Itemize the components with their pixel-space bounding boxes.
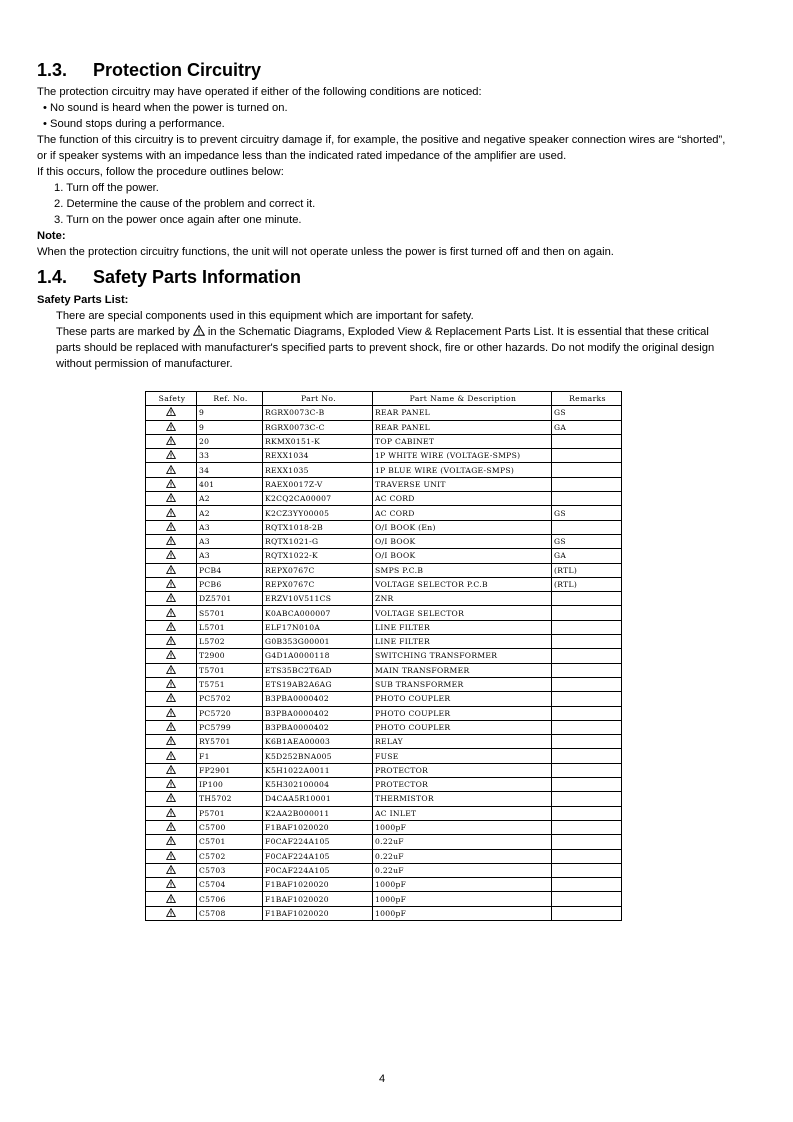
description-cell: REAR PANEL (373, 420, 552, 434)
table-row (146, 663, 622, 677)
ref-no-cell: PCB6 (197, 577, 263, 591)
remarks-cell (552, 449, 622, 463)
warning-triangle-icon (166, 450, 176, 459)
ref-no-cell: IP100 (197, 778, 263, 792)
table-row (146, 706, 622, 720)
table-row (146, 878, 622, 892)
warning-triangle-icon (166, 751, 176, 760)
table-row (146, 577, 622, 591)
table-row (146, 492, 622, 506)
safety-cell (146, 863, 197, 877)
part-no-cell: ETS35BC2T6AD (263, 663, 373, 677)
warning-triangle-icon (166, 793, 176, 802)
remarks-cell (552, 677, 622, 691)
safety-para-2 (56, 324, 736, 372)
part-no-cell: RQTX1021-G (263, 534, 373, 548)
warning-triangle-icon (166, 822, 176, 831)
remarks-cell (552, 735, 622, 749)
ref-no-cell: S5701 (197, 606, 263, 620)
safety-cell (146, 820, 197, 834)
safety-cell (146, 778, 197, 792)
part-no-cell: K2CZ3YY00005 (263, 506, 373, 520)
warning-triangle-icon (166, 422, 176, 431)
table-row (146, 849, 622, 863)
table-row (146, 649, 622, 663)
remarks-cell (552, 778, 622, 792)
table-row (146, 892, 622, 906)
description-cell: SWITCHING TRANSFORMER (373, 649, 552, 663)
remarks-cell (552, 792, 622, 806)
function-text: The function of this circuitry is to prevent circuitry damage if, for example, the positive and negative speaker connection wires are “shorted”, or if speaker systems with an impedance less than the indicated rated impedance of the amplifier are used. (37, 134, 726, 162)
ref-no-cell: 20 (197, 434, 263, 448)
warning-triangle-icon (166, 565, 176, 574)
description-cell: SUB TRANSFORMER (373, 677, 552, 691)
warning-triangle-icon (166, 736, 176, 745)
table-row (146, 477, 622, 491)
table-row (146, 677, 622, 691)
safety-cell (146, 849, 197, 863)
ref-no-cell: P5701 (197, 806, 263, 820)
safety-cell (146, 577, 197, 591)
part-no-cell: K2CQ2CA00007 (263, 492, 373, 506)
remarks-cell (552, 649, 622, 663)
page-number: 4 (379, 1073, 386, 1085)
safety-cell (146, 606, 197, 620)
warning-triangle-icon (166, 765, 176, 774)
column-header-remarks: Remarks (552, 392, 622, 406)
condition-item: • Sound stops during a performance. (43, 118, 225, 130)
ref-no-cell: C5703 (197, 863, 263, 877)
part-no-cell: F0CAF224A105 (263, 863, 373, 877)
warning-triangle-icon (166, 536, 176, 545)
warning-triangle-icon (166, 865, 176, 874)
ref-no-cell: F1 (197, 749, 263, 763)
safety-cell (146, 635, 197, 649)
ref-no-cell: A3 (197, 534, 263, 548)
table-row (146, 635, 622, 649)
table-row (146, 406, 622, 420)
ref-no-cell: A3 (197, 549, 263, 563)
description-cell: VOLTAGE SELECTOR P.C.B (373, 577, 552, 591)
ref-no-cell: C5706 (197, 892, 263, 906)
safety-cell (146, 449, 197, 463)
remarks-cell (552, 835, 622, 849)
part-no-cell: K2AA2B000011 (263, 806, 373, 820)
warning-triangle-icon (166, 636, 176, 645)
description-cell: PHOTO COUPLER (373, 720, 552, 734)
table-row (146, 606, 622, 620)
table-row (146, 735, 622, 749)
safety-cell (146, 892, 197, 906)
safety-cell (146, 720, 197, 734)
table-row (146, 434, 622, 448)
ref-no-cell: 34 (197, 463, 263, 477)
ref-no-cell: PC5799 (197, 720, 263, 734)
remarks-cell: GS (552, 506, 622, 520)
ref-no-cell: T5751 (197, 677, 263, 691)
description-cell: 0.22uF (373, 835, 552, 849)
table-body (146, 406, 622, 921)
description-cell: THERMISTOR (373, 792, 552, 806)
part-no-cell: B3PBA0000402 (263, 720, 373, 734)
remarks-cell (552, 477, 622, 491)
table-row (146, 563, 622, 577)
safety-cell (146, 706, 197, 720)
warning-triangle-icon (166, 407, 176, 416)
safety-cell (146, 663, 197, 677)
ref-no-cell: T5701 (197, 663, 263, 677)
part-no-cell: G0B353G00001 (263, 635, 373, 649)
safety-cell (146, 806, 197, 820)
safety-cell (146, 906, 197, 920)
description-cell: ZNR (373, 592, 552, 606)
description-cell: RELAY (373, 735, 552, 749)
note-text: When the protection circuitry functions, the unit will not operate unless the power is first turned off and then on again. (37, 246, 614, 258)
description-cell: MAIN TRANSFORMER (373, 663, 552, 677)
procedure-step: 3. Turn on the power once again after one minute. (54, 214, 302, 226)
safety-cell (146, 749, 197, 763)
remarks-cell (552, 892, 622, 906)
remarks-cell (552, 863, 622, 877)
column-header-part-no: Part No. (263, 392, 373, 406)
table-row (146, 778, 622, 792)
part-no-cell: RKMX0151-K (263, 434, 373, 448)
section-title: Safety Parts Information (93, 267, 302, 287)
safety-cell (146, 406, 197, 420)
remarks-cell (552, 806, 622, 820)
remarks-cell (552, 720, 622, 734)
part-no-cell: REXX1035 (263, 463, 373, 477)
table-row (146, 906, 622, 920)
part-no-cell: RQTX1022-K (263, 549, 373, 563)
ref-no-cell: 401 (197, 477, 263, 491)
remarks-cell (552, 635, 622, 649)
part-no-cell: ELF17N010A (263, 620, 373, 634)
warning-triangle-icon (166, 608, 176, 617)
ref-no-cell: T2900 (197, 649, 263, 663)
ref-no-cell: PC5720 (197, 706, 263, 720)
ref-no-cell: TH5702 (197, 792, 263, 806)
warning-triangle-icon (166, 894, 176, 903)
remarks-cell (552, 606, 622, 620)
section-title: Protection Circuitry (93, 60, 262, 80)
table-row (146, 806, 622, 820)
remarks-cell (552, 906, 622, 920)
table-row (146, 506, 622, 520)
table-row (146, 592, 622, 606)
remarks-cell: GA (552, 549, 622, 563)
table-row (146, 420, 622, 434)
table-row (146, 749, 622, 763)
ref-no-cell: C5708 (197, 906, 263, 920)
remarks-cell (552, 820, 622, 834)
part-no-cell: REPX0767C (263, 577, 373, 591)
ref-no-cell: FP2901 (197, 763, 263, 777)
safety-cell (146, 792, 197, 806)
warning-triangle-icon (166, 593, 176, 602)
note-label: Note: (37, 230, 66, 242)
description-cell: VOLTAGE SELECTOR (373, 606, 552, 620)
description-cell: 0.22uF (373, 863, 552, 877)
part-no-cell: RQTX1018-2B (263, 520, 373, 534)
safety-cell (146, 506, 197, 520)
safety-cell (146, 692, 197, 706)
part-no-cell: F1BAF1020020 (263, 820, 373, 834)
table-row (146, 549, 622, 563)
part-no-cell: RGRX0073C-C (263, 420, 373, 434)
ref-no-cell: PC5702 (197, 692, 263, 706)
remarks-cell (552, 749, 622, 763)
remarks-cell (552, 706, 622, 720)
part-no-cell: B3PBA0000402 (263, 706, 373, 720)
ref-no-cell: DZ5701 (197, 592, 263, 606)
table-row (146, 720, 622, 734)
description-cell: REAR PANEL (373, 406, 552, 420)
warning-triangle-icon (166, 851, 176, 860)
part-no-cell: K5H1022A0011 (263, 763, 373, 777)
description-cell: AC CORD (373, 492, 552, 506)
warning-triangle-icon (166, 908, 176, 917)
description-cell: 1000pF (373, 906, 552, 920)
part-no-cell: F1BAF1020020 (263, 906, 373, 920)
table-row (146, 692, 622, 706)
remarks-cell: (RTL) (552, 577, 622, 591)
warning-triangle-icon (166, 436, 176, 445)
table-row (146, 463, 622, 477)
table-row (146, 863, 622, 877)
part-no-cell: ETS19AB2A6AG (263, 677, 373, 691)
safety-cell (146, 649, 197, 663)
warning-triangle-icon (166, 693, 176, 702)
warning-triangle-icon (166, 779, 176, 788)
ref-no-cell: PCB4 (197, 563, 263, 577)
description-cell: LINE FILTER (373, 620, 552, 634)
section-1-4-heading (37, 267, 301, 288)
ref-no-cell: C5702 (197, 849, 263, 863)
remarks-cell: GS (552, 406, 622, 420)
warning-triangle-icon (166, 808, 176, 817)
safety-cell (146, 534, 197, 548)
safety-cell (146, 563, 197, 577)
part-no-cell: B3PBA0000402 (263, 692, 373, 706)
warning-triangle-icon (166, 622, 176, 631)
ref-no-cell: C5704 (197, 878, 263, 892)
remarks-cell (552, 620, 622, 634)
safety-cell (146, 735, 197, 749)
safety-cell (146, 763, 197, 777)
description-cell: 0.22uF (373, 849, 552, 863)
safety-para-2-end: in the Schematic Diagrams, Exploded View & Replacement Parts List. It is essential that these critical parts should be replaced with manufacturer's specified parts to prevent shock, fire or other hazards. Do not modify the original design without permission of manufacturer. (56, 326, 715, 370)
description-cell: PHOTO COUPLER (373, 706, 552, 720)
table-row (146, 792, 622, 806)
safety-cell (146, 463, 197, 477)
remarks-cell (552, 463, 622, 477)
ref-no-cell: C5700 (197, 820, 263, 834)
part-no-cell: REPX0767C (263, 563, 373, 577)
description-cell: PROTECTOR (373, 763, 552, 777)
warning-triangle-icon (166, 708, 176, 717)
part-no-cell: F0CAF224A105 (263, 849, 373, 863)
remarks-cell (552, 520, 622, 534)
part-no-cell: K5H302100004 (263, 778, 373, 792)
remarks-cell: GS (552, 534, 622, 548)
table-row (146, 835, 622, 849)
ref-no-cell: RY5701 (197, 735, 263, 749)
warning-triangle-icon (166, 665, 176, 674)
column-header-safety: Safety (146, 392, 197, 406)
remarks-cell (552, 763, 622, 777)
remarks-cell (552, 434, 622, 448)
ref-no-cell: 9 (197, 406, 263, 420)
warning-triangle-icon (166, 650, 176, 659)
remarks-cell: GA (552, 420, 622, 434)
condition-item: • No sound is heard when the power is turned on. (43, 102, 288, 114)
description-cell: AC INLET (373, 806, 552, 820)
description-cell: PROTECTOR (373, 778, 552, 792)
intro-text: The protection circuitry may have operated if either of the following conditions are noticed: (37, 86, 482, 98)
warning-triangle-icon (166, 479, 176, 488)
ref-no-cell: C5701 (197, 835, 263, 849)
section-number: 1.4. (37, 267, 68, 287)
warning-triangle-icon (166, 679, 176, 688)
safety-cell (146, 477, 197, 491)
description-cell: 1000pF (373, 820, 552, 834)
ref-no-cell: 9 (197, 420, 263, 434)
safety-cell (146, 592, 197, 606)
warning-triangle-icon (166, 508, 176, 517)
table-row (146, 449, 622, 463)
table-row (146, 534, 622, 548)
warning-triangle-icon (166, 836, 176, 845)
description-cell: FUSE (373, 749, 552, 763)
part-no-cell: F1BAF1020020 (263, 878, 373, 892)
warning-triangle-icon (193, 325, 205, 336)
part-no-cell: ERZV10V511CS (263, 592, 373, 606)
safety-cell (146, 434, 197, 448)
ref-no-cell: A3 (197, 520, 263, 534)
safety-cell (146, 835, 197, 849)
safety-cell (146, 492, 197, 506)
warning-triangle-icon (166, 465, 176, 474)
remarks-cell: (RTL) (552, 563, 622, 577)
part-no-cell: G4D1A0000118 (263, 649, 373, 663)
safety-cell (146, 677, 197, 691)
warning-triangle-icon (166, 579, 176, 588)
description-cell: LINE FILTER (373, 635, 552, 649)
safety-cell (146, 420, 197, 434)
safety-parts-list-label: Safety Parts List: (37, 294, 129, 306)
description-cell: TRAVERSE UNIT (373, 477, 552, 491)
safety-cell (146, 620, 197, 634)
ref-no-cell: A2 (197, 492, 263, 506)
warning-triangle-icon (166, 522, 176, 531)
remarks-cell (552, 663, 622, 677)
part-no-cell: RGRX0073C-B (263, 406, 373, 420)
table-row (146, 620, 622, 634)
remarks-cell (552, 592, 622, 606)
ref-no-cell: L5702 (197, 635, 263, 649)
part-no-cell: K5D252BNA005 (263, 749, 373, 763)
description-cell: PHOTO COUPLER (373, 692, 552, 706)
ref-no-cell: L5701 (197, 620, 263, 634)
safety-cell (146, 549, 197, 563)
procedure-step: 2. Determine the cause of the problem and correct it. (54, 198, 316, 210)
procedure-step: 1. Turn off the power. (54, 182, 159, 194)
remarks-cell (552, 878, 622, 892)
ref-no-cell: A2 (197, 506, 263, 520)
safety-parts-table (145, 391, 622, 921)
section-number: 1.3. (37, 60, 68, 80)
warning-triangle-icon (166, 722, 176, 731)
description-cell: TOP CABINET (373, 434, 552, 448)
table-row (146, 763, 622, 777)
table-header-row (146, 392, 622, 406)
part-no-cell: REXX1034 (263, 449, 373, 463)
description-cell: 1000pF (373, 892, 552, 906)
part-no-cell: RAEX0017Z-V (263, 477, 373, 491)
description-cell: O/I BOOK (373, 534, 552, 548)
part-no-cell: K0ABCA000007 (263, 606, 373, 620)
description-cell: 1000pF (373, 878, 552, 892)
description-cell: O/I BOOK (373, 549, 552, 563)
remarks-cell (552, 492, 622, 506)
column-header-ref-no: Ref. No. (197, 392, 263, 406)
column-header-description: Part Name & Description (373, 392, 552, 406)
procedure-intro: If this occurs, follow the procedure outlines below: (37, 166, 284, 178)
safety-para-2-start: These parts are marked by (56, 326, 190, 338)
description-cell: 1P WHITE WIRE (VOLTAGE-SMPS) (373, 449, 552, 463)
warning-triangle-icon (166, 550, 176, 559)
safety-para-1: There are special components used in this equipment which are important for safety. (56, 310, 474, 322)
section-1-3-heading (37, 60, 261, 81)
description-cell: AC CORD (373, 506, 552, 520)
remarks-cell (552, 692, 622, 706)
table-row (146, 820, 622, 834)
part-no-cell: D4CAA5R10001 (263, 792, 373, 806)
warning-triangle-icon (166, 493, 176, 502)
description-cell: 1P BLUE WIRE (VOLTAGE-SMPS) (373, 463, 552, 477)
part-no-cell: F1BAF1020020 (263, 892, 373, 906)
description-cell: O/I BOOK (En) (373, 520, 552, 534)
safety-cell (146, 878, 197, 892)
description-cell: SMPS P.C.B (373, 563, 552, 577)
remarks-cell (552, 849, 622, 863)
part-no-cell: K6B1AEA00003 (263, 735, 373, 749)
safety-cell (146, 520, 197, 534)
ref-no-cell: 33 (197, 449, 263, 463)
part-no-cell: F0CAF224A105 (263, 835, 373, 849)
warning-triangle-icon (166, 879, 176, 888)
table-row (146, 520, 622, 534)
